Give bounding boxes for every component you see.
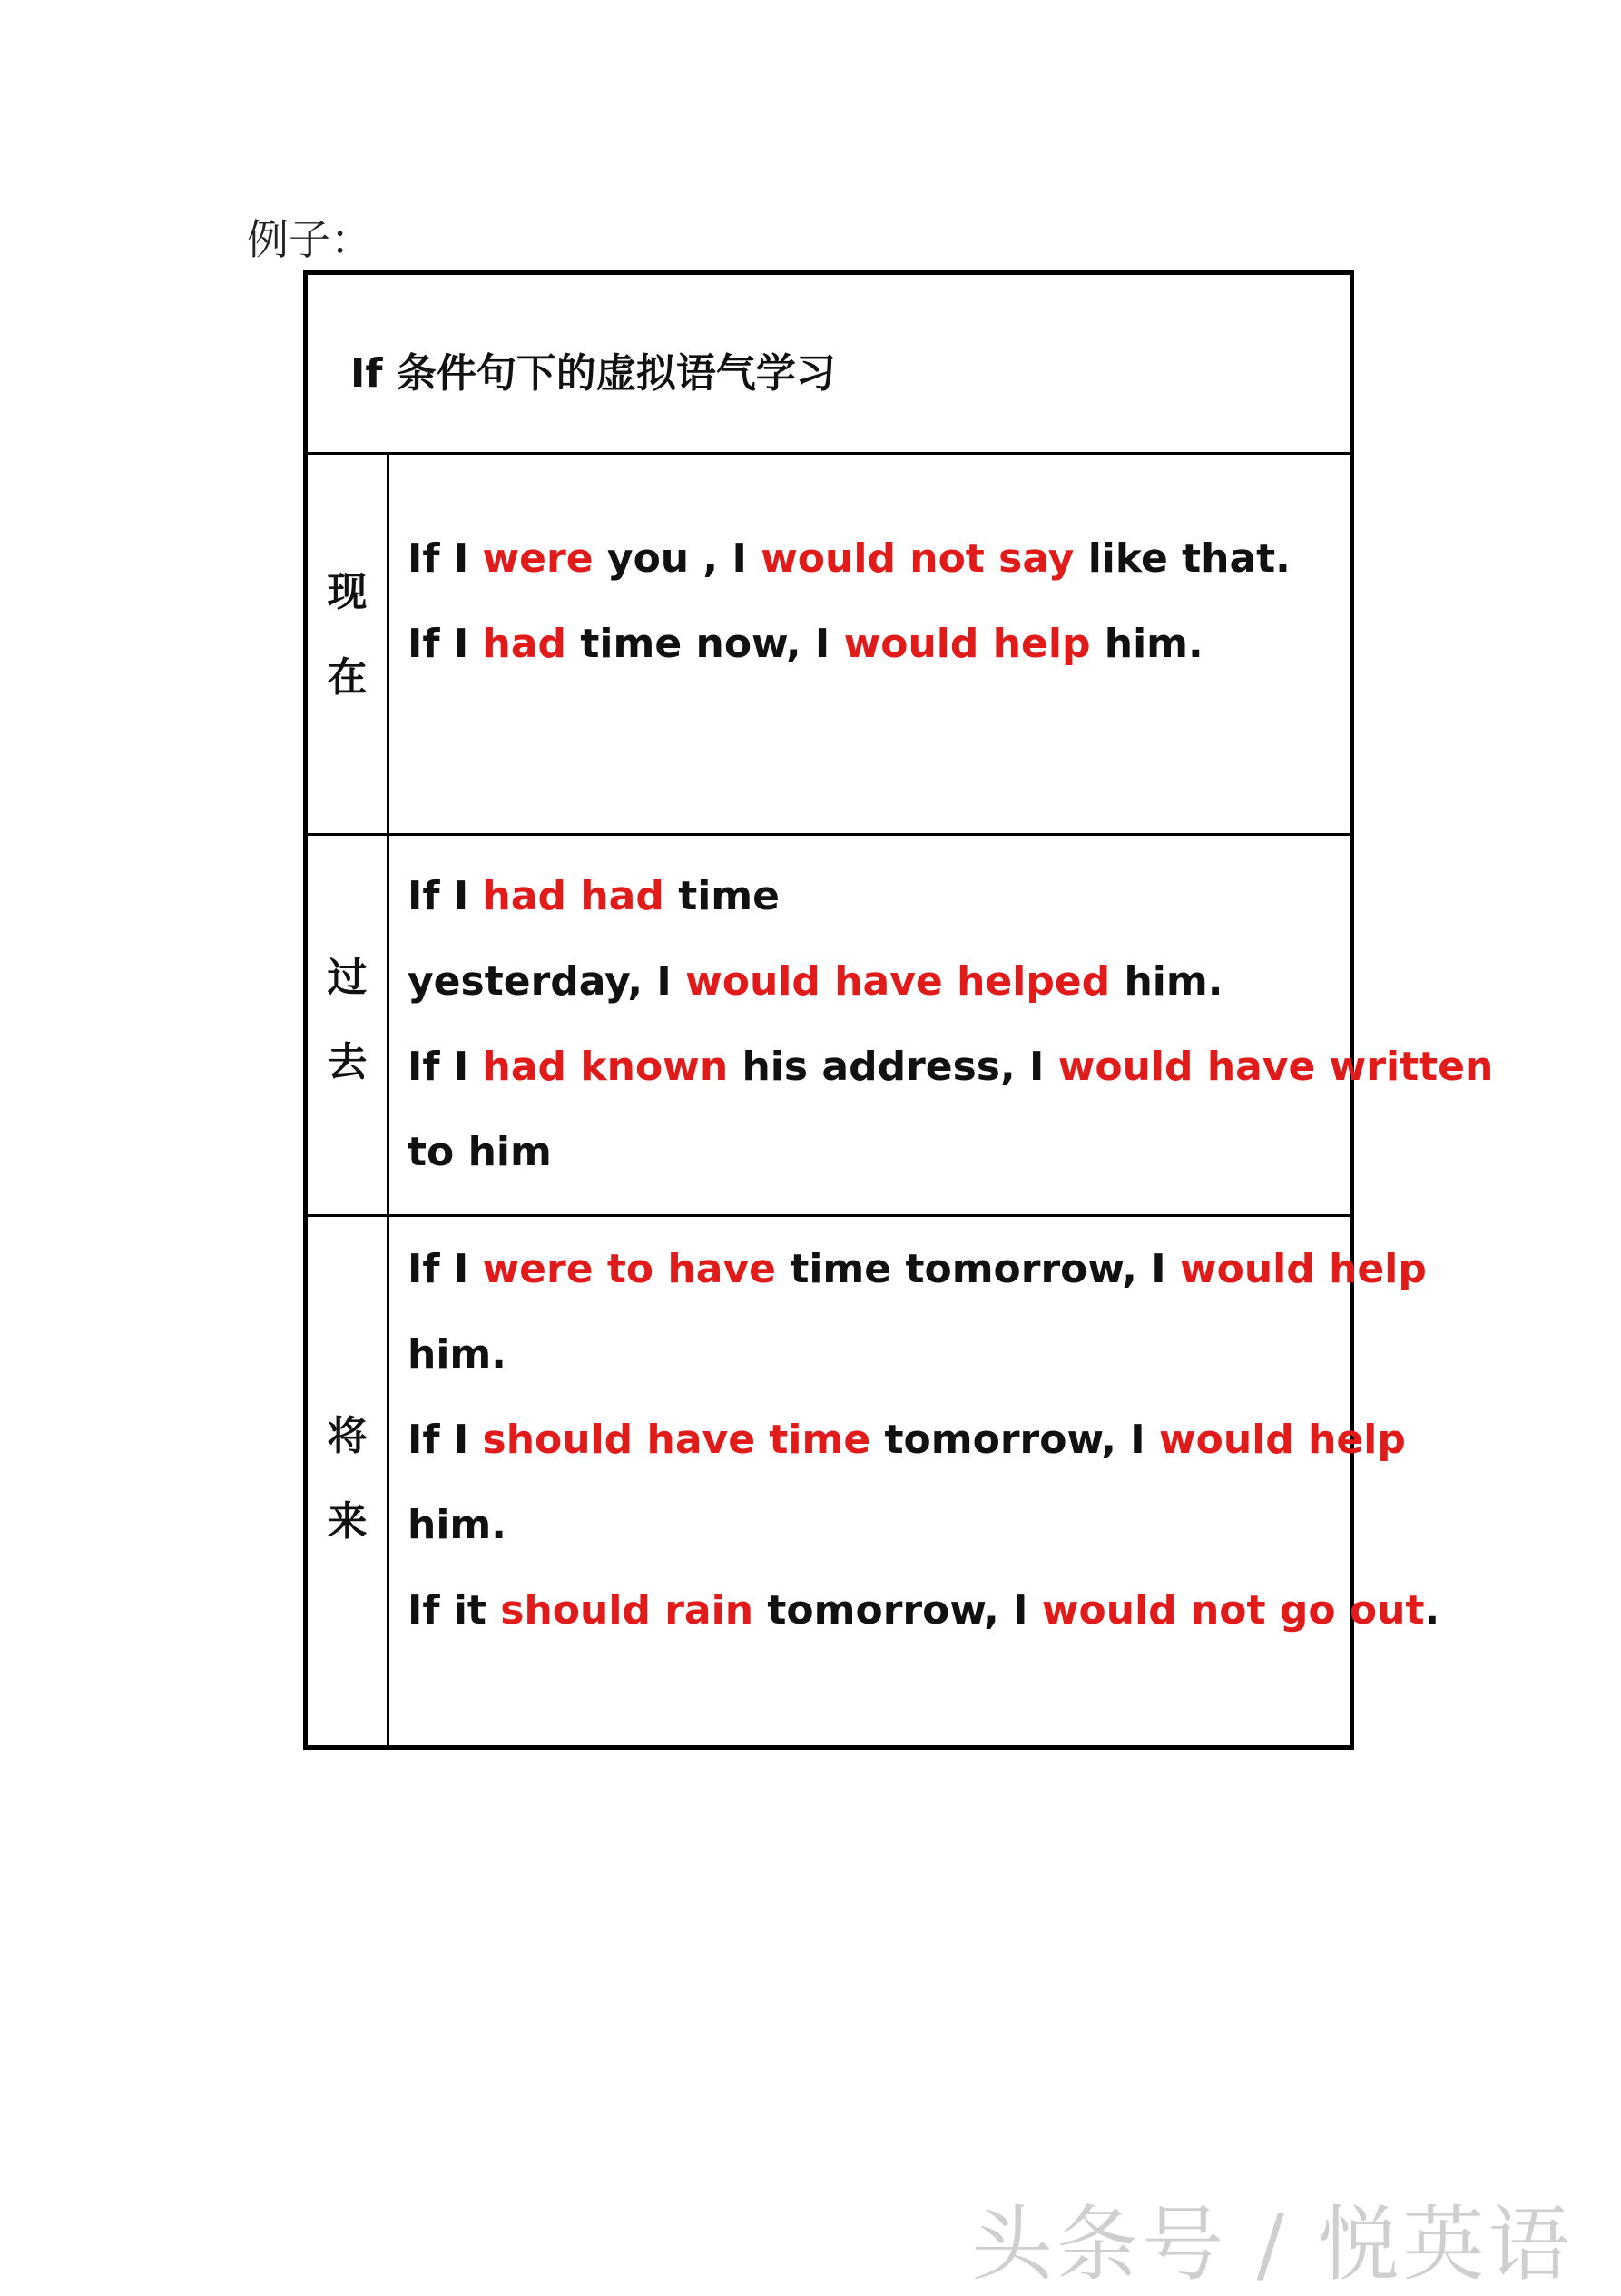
sentence-fragment: tomorrow, I xyxy=(870,1417,1159,1463)
label-char: 在 xyxy=(327,654,368,701)
sentence-line xyxy=(408,1587,1440,1634)
highlighted-phrase: had known xyxy=(482,1044,729,1090)
sentence-line xyxy=(408,1331,506,1378)
highlighted-phrase: would have helped xyxy=(685,958,1111,1005)
sentence-fragment: time tomorrow, I xyxy=(776,1246,1180,1292)
content-cell-present xyxy=(389,455,1350,833)
sentence-line xyxy=(408,535,1291,582)
sentence-line xyxy=(408,621,1203,667)
sentence-line xyxy=(408,873,780,919)
label-char: 将 xyxy=(327,1413,368,1459)
sentence-fragment: If it xyxy=(408,1587,501,1634)
sentence-fragment: If I xyxy=(408,535,483,582)
row-past xyxy=(308,836,1494,1217)
sentence-fragment: him. xyxy=(408,1502,506,1548)
label-char: 来 xyxy=(327,1498,368,1545)
highlighted-phrase: should have time xyxy=(482,1417,871,1463)
sentence-fragment: him. xyxy=(1110,958,1223,1005)
highlighted-phrase: would help xyxy=(843,621,1091,667)
table-title: If 条件句下的虚拟语气学习 xyxy=(350,350,836,397)
label-char: 现 xyxy=(327,569,368,615)
sentence-fragment: tomorrow, I xyxy=(753,1587,1042,1634)
highlighted-phrase: would not say xyxy=(761,535,1075,582)
sentence-line xyxy=(408,1044,1494,1090)
sentence-fragment: his address, I xyxy=(728,1044,1058,1090)
sentence-fragment: like that. xyxy=(1074,535,1291,582)
label-char: 去 xyxy=(327,1039,368,1085)
highlighted-phrase: would help xyxy=(1159,1417,1406,1463)
highlighted-phrase: were to have xyxy=(482,1246,776,1292)
sentence-fragment: time xyxy=(663,873,780,919)
highlighted-phrase: were xyxy=(482,535,594,582)
sentence-line xyxy=(408,958,1223,1005)
highlighted-phrase: should rain xyxy=(500,1587,754,1634)
highlighted-phrase: had had xyxy=(482,873,664,919)
sentence-fragment: If I xyxy=(408,873,483,919)
sentence-fragment: yesterday, I xyxy=(408,958,686,1005)
sentence-fragment: . xyxy=(1424,1587,1440,1634)
highlighted-phrase: would not go out xyxy=(1041,1587,1425,1634)
label-cell-future xyxy=(308,1217,389,1745)
highlighted-phrase: would have written xyxy=(1057,1044,1494,1090)
sentence-fragment: time now, I xyxy=(566,621,844,667)
sentence-fragment: If I xyxy=(408,1044,483,1090)
highlighted-phrase: had xyxy=(482,621,567,667)
sentence-fragment: If I xyxy=(408,621,483,667)
label-cell-past xyxy=(308,836,389,1214)
sentence-fragment: If I xyxy=(408,1246,483,1292)
sentence-fragment: If I xyxy=(408,1417,483,1463)
sentence-fragment: to him xyxy=(408,1129,552,1175)
sentence-fragment: him. xyxy=(408,1331,506,1378)
table-title-row xyxy=(308,275,1350,455)
sentence-line xyxy=(408,1129,552,1175)
sentence-fragment: you , I xyxy=(593,535,761,582)
content-cell-future xyxy=(389,1217,1440,1745)
row-present xyxy=(308,455,1350,836)
sentence-line xyxy=(408,1417,1406,1463)
highlighted-phrase: would help xyxy=(1179,1246,1427,1292)
intro-label: 例子： xyxy=(247,215,372,264)
sentence-fragment: him. xyxy=(1090,621,1203,667)
row-future xyxy=(308,1217,1440,1745)
sentence-line xyxy=(408,1246,1427,1292)
label-char: 过 xyxy=(327,955,368,1001)
content-cell-past xyxy=(389,836,1494,1214)
watermark: 头条号 / 悦英语 xyxy=(971,2197,1574,2292)
label-cell-present xyxy=(308,455,389,833)
grammar-table xyxy=(303,270,1494,1750)
sentence-line xyxy=(408,1502,506,1548)
